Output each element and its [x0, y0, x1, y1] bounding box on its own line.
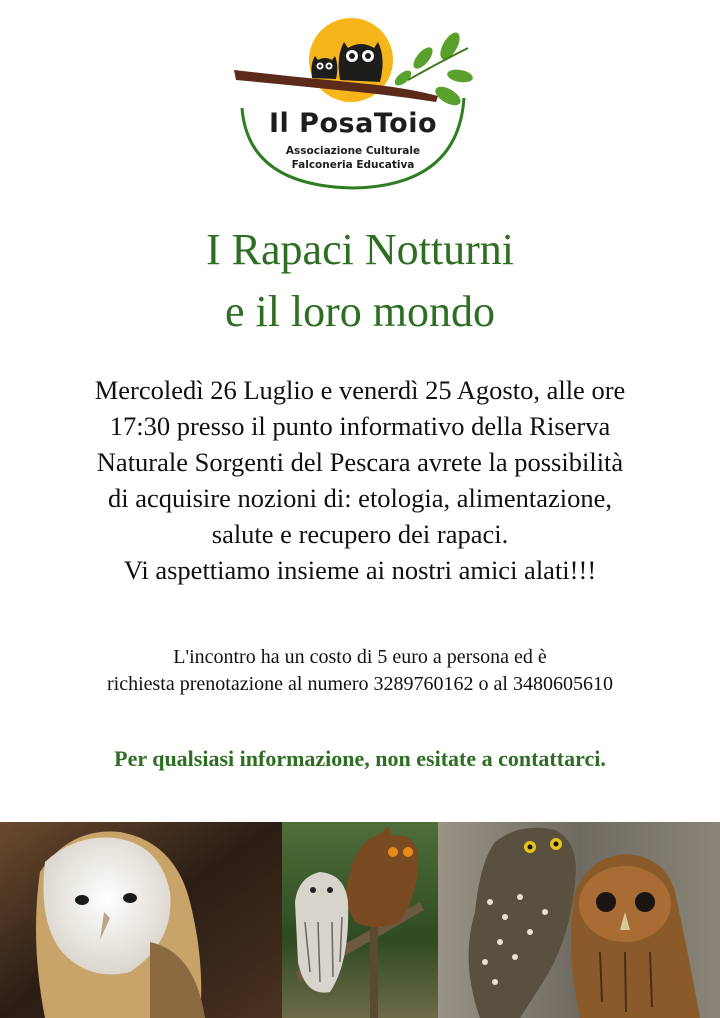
little-owl-and-tawny-owl-photo — [438, 822, 720, 1018]
event-title-line1: I Rapaci Notturni — [206, 225, 514, 274]
description-line: Naturale Sorgenti del Pescara avrete la possibilità — [96, 447, 624, 477]
booking-info — [0, 644, 720, 698]
event-title-line2: e il loro mondo — [224, 287, 496, 336]
description-line: di acquisire nozioni di: etologia, alimentazione, — [107, 483, 613, 513]
description-line: Vi aspettiamo insieme ai nostri amici alati!!! — [123, 555, 597, 585]
booking-info-line2: richiesta prenotazione al numero 3289760162 o al 3480605610 — [107, 673, 613, 695]
logo-subtitle-line2: Falconeria Educativa — [291, 159, 415, 171]
logo-title: Il PosaToio — [268, 108, 437, 139]
description-line: 17:30 presso il punto informativo della Riserva — [109, 411, 611, 441]
event-description — [0, 372, 720, 588]
description-line: salute e recupero dei rapaci. — [211, 519, 509, 549]
logo-subtitle-line1: Associazione Culturale — [285, 145, 421, 157]
owl-icon — [339, 42, 383, 82]
barn-owl-photo — [0, 822, 282, 1018]
contact-call-to-action: Per qualsiasi informazione, non esitate a contattarci. — [114, 746, 606, 771]
booking-info-line1: L'incontro ha un costo di 5 euro a persona ed è — [173, 646, 547, 668]
small-owl-icon — [311, 56, 337, 79]
ural-owl-and-eagle-owl-photo — [282, 822, 438, 1018]
association-logo — [228, 18, 478, 193]
owl-photo-strip — [0, 822, 720, 1018]
description-line: Mercoledì 26 Luglio e venerdì 25 Agosto, alle ore — [94, 375, 626, 405]
